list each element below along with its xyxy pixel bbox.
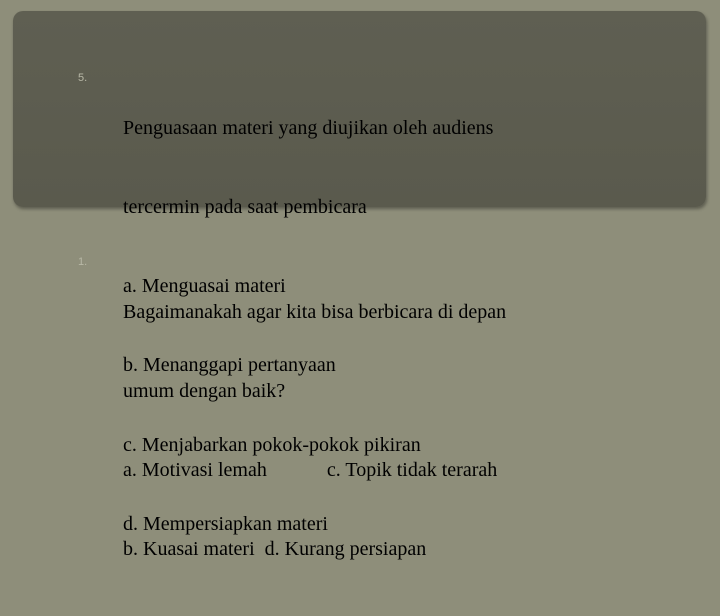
question-number: 1. [78, 256, 88, 268]
question-body [123, 246, 506, 616]
answer-option: c. Menjabarkan pokok-pokok pikiran [123, 433, 421, 456]
answer-option: d. Mempersiapkan materi [123, 512, 328, 535]
answer-option: b. Menanggapi pertanyaan [123, 354, 336, 377]
answer-option-row: a. Motivasi lemah c. Topik tidak terarah [123, 459, 498, 482]
question-text-line: tercermin pada saat pembicara [123, 196, 367, 219]
question-text-line: Penguasaan materi yang diujikan oleh audiens [123, 116, 494, 139]
answer-option-row: b. Kuasai materi d. Kurang persiapan [123, 538, 427, 561]
answer-option: a. Menguasai materi [123, 275, 286, 298]
question-number: 5. [78, 72, 88, 84]
question-text-line: Bagaimanakah agar kita bisa berbicara di depan [123, 300, 507, 323]
question-text-line: umum dengan baik? [123, 380, 286, 403]
